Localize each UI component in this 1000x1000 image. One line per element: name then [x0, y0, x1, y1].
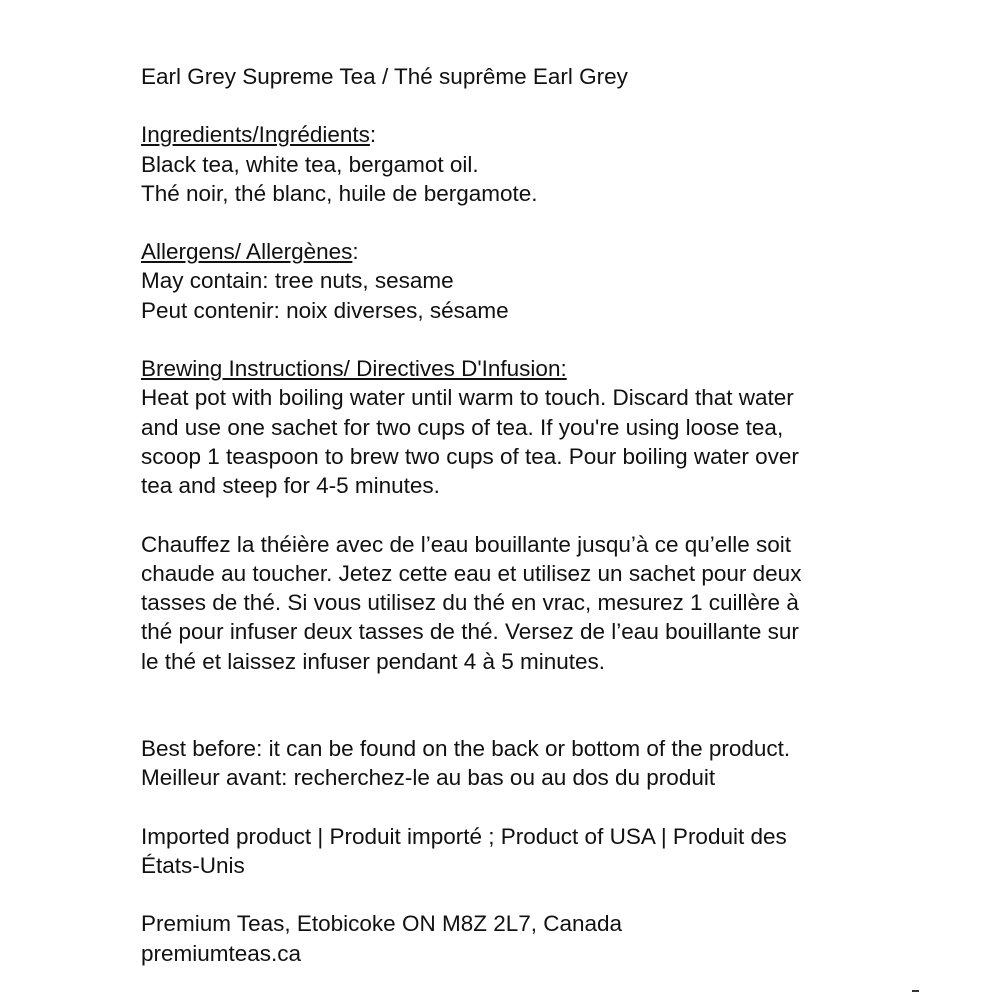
ingredients-heading-text: Ingredients/Ingrédients [141, 122, 370, 148]
origin-line: États-Unis [141, 852, 245, 878]
ingredients-line-fr: Thé noir, thé blanc, huile de bergamote. [141, 180, 538, 206]
allergens-line-fr: Peut contenir: noix diverses, sésame [141, 297, 509, 323]
company-section [141, 909, 881, 968]
brewing-en-line: tea and steep for 4-5 minutes. [141, 473, 440, 499]
ingredients-line-en: Black tea, white tea, bergamot oil. [141, 151, 479, 177]
brewing-fr-line: tasses de thé. Si vous utilisez du thé en vrac, mesurez 1 cuillère à [141, 590, 799, 616]
brewing-en-line: Heat pot with boiling water until warm to touch. Discard that water [141, 385, 794, 411]
corner-mark [912, 990, 919, 992]
allergens-heading-colon: : [352, 239, 359, 265]
ingredients-heading [141, 120, 881, 149]
product-title: Earl Grey Supreme Tea / Thé suprême Earl Grey [141, 64, 628, 89]
brewing-fr-line: le thé et laissez infuser pendant 4 à 5 minutes. [141, 648, 606, 674]
ingredients-section [141, 120, 881, 208]
brewing-fr-line: thé pour infuser deux tasses de thé. Versez de l’eau bouillante sur [141, 619, 799, 645]
brewing-fr-line: chaude au toucher. Jetez cette eau et utilisez un sachet pour deux [141, 560, 802, 586]
company-address: Premium Teas, Etobicoke ON M8Z 2L7, Canada [141, 911, 623, 937]
best-before-section [141, 734, 881, 793]
brewing-section [141, 354, 881, 676]
allergens-line-en: May contain: tree nuts, sesame [141, 268, 454, 294]
brewing-en-line: and use one sachet for two cups of tea. If you're using loose tea, [141, 414, 784, 440]
best-before-line-en: Best before: it can be found on the back or bottom of the product. [141, 736, 791, 762]
allergens-section [141, 237, 881, 325]
allergens-heading-text: Allergens/ Allergènes [141, 239, 353, 265]
brewing-heading-text: Brewing Instructions/ Directives D'Infusion: [141, 356, 567, 382]
origin-section [141, 822, 881, 881]
brewing-heading [141, 354, 881, 383]
brewing-fr-line: Chauffez la théière avec de l’eau bouillante jusqu’à ce qu’elle soit [141, 531, 792, 557]
brewing-en-line: scoop 1 teaspoon to brew two cups of tea. Pour boiling water over [141, 443, 799, 469]
best-before-line-fr: Meilleur avant: recherchez-le au bas ou au dos du produit [141, 765, 716, 791]
label-document [141, 62, 881, 968]
allergens-heading [141, 237, 881, 266]
ingredients-heading-colon: : [369, 122, 377, 148]
company-website: premiumteas.ca [141, 940, 302, 966]
origin-line: Imported product | Produit importé ; Product of USA | Produit des [141, 823, 787, 849]
